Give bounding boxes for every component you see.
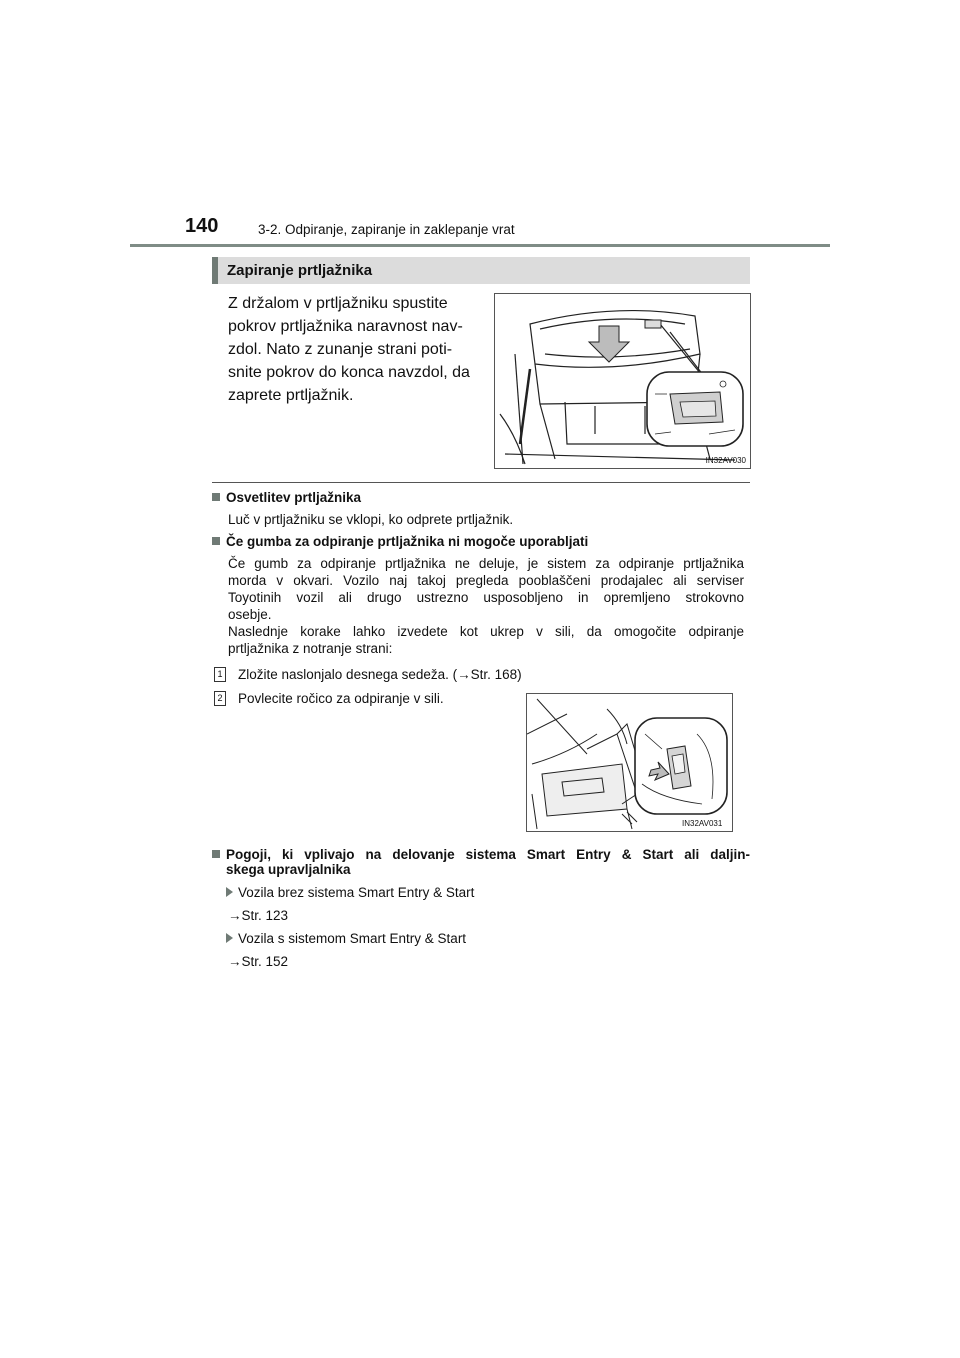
page-reference: →Str. 123	[228, 908, 289, 923]
lever-drawing	[527, 694, 732, 831]
square-bullet-icon	[212, 493, 220, 501]
note-title-smart-entry	[212, 847, 750, 877]
note-body: Luč v prtljažniku se vklopi, ko odprete prtljažnik.	[228, 512, 514, 527]
step-text: Povlecite ročico za odpiranje v sili.	[238, 691, 444, 706]
body-line: Če gumb za odpiranje prtljažnika ne deluje, je sistem za odpiranje prtljažnika	[228, 556, 744, 571]
note-title-button-failure	[212, 534, 588, 549]
item-label: Vozila brez sistema Smart Entry & Start	[238, 885, 475, 900]
list-item	[226, 885, 474, 900]
intro-line: snite pokrov do konca navzdol, da	[228, 364, 470, 381]
body-line: osebje.	[228, 607, 272, 622]
trunk-drawing	[495, 294, 750, 468]
lever-detail-zoom	[635, 718, 727, 814]
chapter-title: 3-2. Odpiranje, zapiranje in zaklepanje vrat	[258, 222, 515, 237]
triangle-bullet-icon	[226, 887, 233, 897]
section-accent	[212, 257, 218, 284]
page-reference: →Str. 152	[228, 954, 289, 969]
section-title: Zapiranje prtljažnika	[227, 262, 373, 279]
note-title-text: skega upravljalnika	[226, 862, 351, 877]
intro-line: pokrov prtljažnika naravnost nav-	[228, 318, 463, 335]
note-title-trunk-light	[212, 490, 361, 505]
body-line: prtljažnika z notranje strani:	[228, 641, 393, 656]
square-bullet-icon	[212, 537, 220, 545]
step-text: Zložite naslonjalo desnega sedeža. (→Str. 168)	[238, 667, 522, 682]
triangle-bullet-icon	[226, 933, 233, 943]
square-bullet-icon	[212, 850, 220, 858]
emergency-release-illustration	[526, 693, 733, 832]
item-label: Vozila s sistemom Smart Entry & Start	[238, 931, 467, 946]
section-header	[212, 257, 750, 284]
list-item	[226, 931, 466, 946]
intro-line: Z držalom v prtljažniku spustite	[228, 295, 448, 312]
header-rule	[130, 244, 830, 247]
step-number-box: 2	[214, 691, 226, 706]
note-title-text: Osvetlitev prtljažnika	[226, 490, 362, 505]
intro-line: zdol. Nato z zunanje strani poti-	[228, 341, 453, 358]
page-number: 140	[185, 215, 219, 237]
body-line: morda v okvari. Vozilo naj takoj pregleda pooblaščeni prodajalec ali serviser	[228, 573, 744, 588]
section-intro	[228, 292, 476, 407]
figure-code: IN32AV030	[705, 456, 746, 465]
handle-detail-zoom	[647, 372, 743, 446]
note-body	[228, 555, 744, 657]
figure-code: IN32AV031	[682, 819, 723, 828]
body-line: Naslednje korake lahko izvedete kot ukrep v sili, da omogočite odpiranje	[228, 624, 744, 639]
step-number-box: 1	[214, 667, 226, 682]
trunk-closing-illustration	[494, 293, 751, 469]
note-title-text: Če gumba za odpiranje prtljažnika ni mogoče uporabljati	[226, 534, 589, 549]
note-title-text: Pogoji, ki vplivajo na delovanje sistema Smart Entry & Start ali daljin-	[226, 847, 750, 862]
section-divider	[212, 482, 750, 483]
body-line: Toyotinih vozil ali drugo ustrezno usposobljeno in opremljeno strokovno	[228, 590, 744, 605]
intro-line: zaprete prtljažnik.	[228, 387, 354, 404]
